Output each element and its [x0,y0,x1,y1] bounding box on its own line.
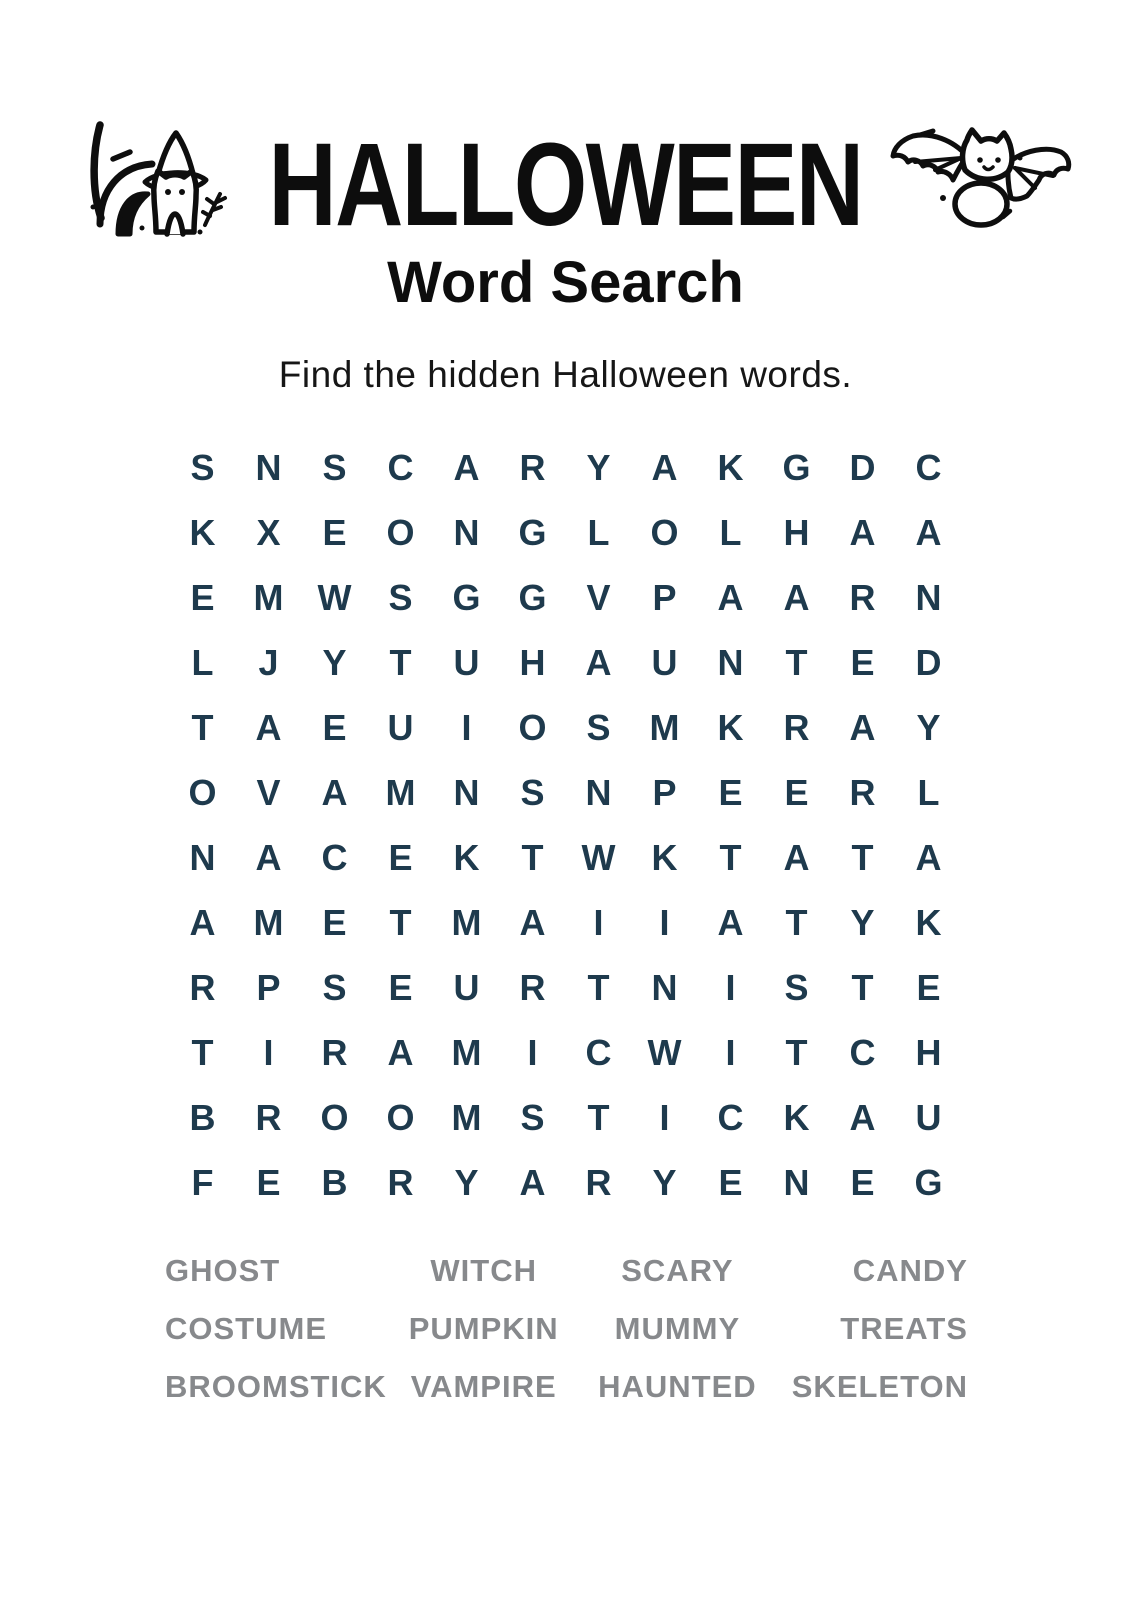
grid-letter: Y [916,706,941,748]
grid-letter: A [783,836,810,878]
grid-letter: E [388,966,413,1008]
word-list-item: CANDY [852,1253,968,1288]
word-list-item: COSTUME [165,1311,327,1346]
grid-letter: E [850,641,875,683]
grid-letter: A [585,641,612,683]
grid-letter: I [461,706,472,748]
grid-letter: Y [454,1161,479,1203]
grid-letter: X [256,511,281,553]
grid-letter: T [785,641,808,683]
grid-letter: H [915,1031,942,1073]
grid-letter: R [783,706,810,748]
grid-letter: S [520,1096,545,1138]
bat-eye-right [995,157,1001,163]
grid-letter: C [915,446,942,488]
grid-letter: A [849,706,876,748]
word-list-item: HAUNTED [598,1369,757,1404]
grid-letter: S [520,771,545,813]
bat-head [963,130,1012,179]
grid-letter: I [659,901,670,943]
grid-letter: O [188,771,217,813]
grid-letter: D [915,641,942,683]
bat-eye-left [977,157,983,163]
grid-letter: E [784,771,809,813]
grid-letter: L [587,511,610,553]
grid-letter: D [849,446,876,488]
grid-letter: O [386,511,415,553]
bat-left-wing [893,135,967,180]
grid-letter: T [191,706,214,748]
grid-letter: T [851,966,874,1008]
grid-letter: T [785,1031,808,1073]
grid-letter: S [388,576,413,618]
grid-letter: E [190,576,215,618]
grid-letter: G [782,446,811,488]
word-list-item: PUMPKIN [408,1311,559,1346]
grid-letter: L [191,641,214,683]
grid-letter: S [322,446,347,488]
grid-letter: C [321,836,348,878]
grid-letter: M [253,901,284,943]
grid-letter: U [453,641,480,683]
grid-letter: K [189,511,216,553]
grid-letter: P [652,576,677,618]
grid-letter: M [451,1031,482,1073]
grid-letter: M [451,901,482,943]
grid-letter: T [521,836,544,878]
word-list-item: VAMPIRE [410,1369,557,1404]
grid-letter: T [719,836,742,878]
word-list-item: WITCH [430,1253,537,1288]
word-list-item: SCARY [621,1253,734,1288]
grid-letter: C [717,1096,744,1138]
grid-letter: M [649,706,680,748]
grid-letter: Y [850,901,875,943]
grid-letter: E [850,1161,875,1203]
grid-letter: I [725,966,736,1008]
grid-letter: T [389,901,412,943]
grid-letter: R [519,966,546,1008]
grid-letter: J [258,641,279,683]
grid-letter: M [385,771,416,813]
grid-letter: G [914,1161,943,1203]
grid-letter: O [386,1096,415,1138]
grid-letter: A [783,576,810,618]
grid-letter: O [320,1096,349,1138]
word-list-item: GHOST [165,1253,281,1288]
grid-letter: B [321,1161,348,1203]
grid-letter: A [651,446,678,488]
instructions-text: Find the hidden Halloween words. [278,354,853,395]
page-subtitle: Word Search [387,250,744,315]
grid-letter: T [389,641,412,683]
word-list-item: TREATS [840,1311,968,1346]
grid-letter: N [189,836,216,878]
grid-letter: L [719,511,742,553]
word-list-item: SKELETON [791,1369,968,1404]
grid-letter: A [255,706,282,748]
grid-letter: E [322,901,347,943]
grid-letter: A [519,901,546,943]
grid-letter: W [647,1031,682,1073]
grid-letter: U [387,706,414,748]
grid-letter: V [586,576,611,618]
grid-letter: A [255,836,282,878]
grid-letter: B [189,1096,216,1138]
grid-letter: N [717,641,744,683]
grid-letter: C [849,1031,876,1073]
grid-letter: A [387,1031,414,1073]
grid-letter: A [321,771,348,813]
grid-letter: Y [586,446,611,488]
page-title: HALLOWEEN [268,119,863,251]
grid-letter: T [587,1096,610,1138]
grid-letter: T [851,836,874,878]
grid-letter: K [717,706,744,748]
grid-letter: N [453,511,480,553]
grid-letter: A [519,1161,546,1203]
grid-letter: A [849,511,876,553]
bat-icon [885,120,1080,235]
grid-letter: T [587,966,610,1008]
grid-letter: N [585,771,612,813]
grid-letter: A [915,836,942,878]
grid-letter: A [915,511,942,553]
grid-letter: L [917,771,940,813]
grid-letter: Y [652,1161,677,1203]
grid-letter: A [717,901,744,943]
bat-right-wing [1008,149,1069,199]
grid-letter: W [581,836,616,878]
grid-letter: R [849,771,876,813]
grid-letter: K [915,901,942,943]
grid-letter: O [518,706,547,748]
grid-letter: E [256,1161,281,1203]
word-list [165,1242,968,1416]
grid-letter: M [253,576,284,618]
grid-letter: T [785,901,808,943]
grid-letter: N [255,446,282,488]
grid-letter: U [915,1096,942,1138]
grid-letter: E [322,706,347,748]
word-search-grid [170,435,962,1215]
grid-letter: Y [322,641,347,683]
grid-letter: C [387,446,414,488]
grid-letter: I [527,1031,538,1073]
grid-letter: G [518,511,547,553]
grid-letter: F [191,1161,214,1203]
grid-letter: M [451,1096,482,1138]
grid-letter: E [718,1161,743,1203]
grid-letter: R [849,576,876,618]
word-list-item: BROOMSTICK [165,1369,387,1404]
grid-letter: S [784,966,809,1008]
grid-letter: A [189,901,216,943]
grid-letter: I [725,1031,736,1073]
grid-letter: S [190,446,215,488]
grid-letter: W [317,576,352,618]
grid-letter: I [593,901,604,943]
grid-letter: I [659,1096,670,1138]
grid-letter: E [388,836,413,878]
grid-letter: R [585,1161,612,1203]
grid-letter: N [453,771,480,813]
grid-letter: A [717,576,744,618]
grid-letter: R [387,1161,414,1203]
bat-body [955,183,1007,225]
grid-letter: A [453,446,480,488]
grid-letter: E [322,511,347,553]
grid-letter: K [717,446,744,488]
grid-letter: K [651,836,678,878]
grid-letter: G [452,576,481,618]
grid-letter: H [783,511,810,553]
grid-letter: N [915,576,942,618]
grid-letter: A [849,1096,876,1138]
grid-letter: P [256,966,281,1008]
grid-letter: H [519,641,546,683]
grid-letter: S [322,966,347,1008]
grid-letter: R [255,1096,282,1138]
grid-letter: S [586,706,611,748]
grid-letter: K [783,1096,810,1138]
grid-letter: R [321,1031,348,1073]
grid-letter: E [718,771,743,813]
grid-letter: T [191,1031,214,1073]
grid-letter: I [263,1031,274,1073]
grid-letter: N [651,966,678,1008]
grid-letter: N [783,1161,810,1203]
grid-letter: R [189,966,216,1008]
grid-letter: O [650,511,679,553]
grid-letter: V [256,771,281,813]
grid-letter: R [519,446,546,488]
grid-letter: P [652,771,677,813]
grid-letter: C [585,1031,612,1073]
word-list-item: MUMMY [614,1311,741,1346]
grid-letter: U [651,641,678,683]
grid-letter: G [518,576,547,618]
grid-letter: E [916,966,941,1008]
grid-letter: U [453,966,480,1008]
grid-letter: K [453,836,480,878]
